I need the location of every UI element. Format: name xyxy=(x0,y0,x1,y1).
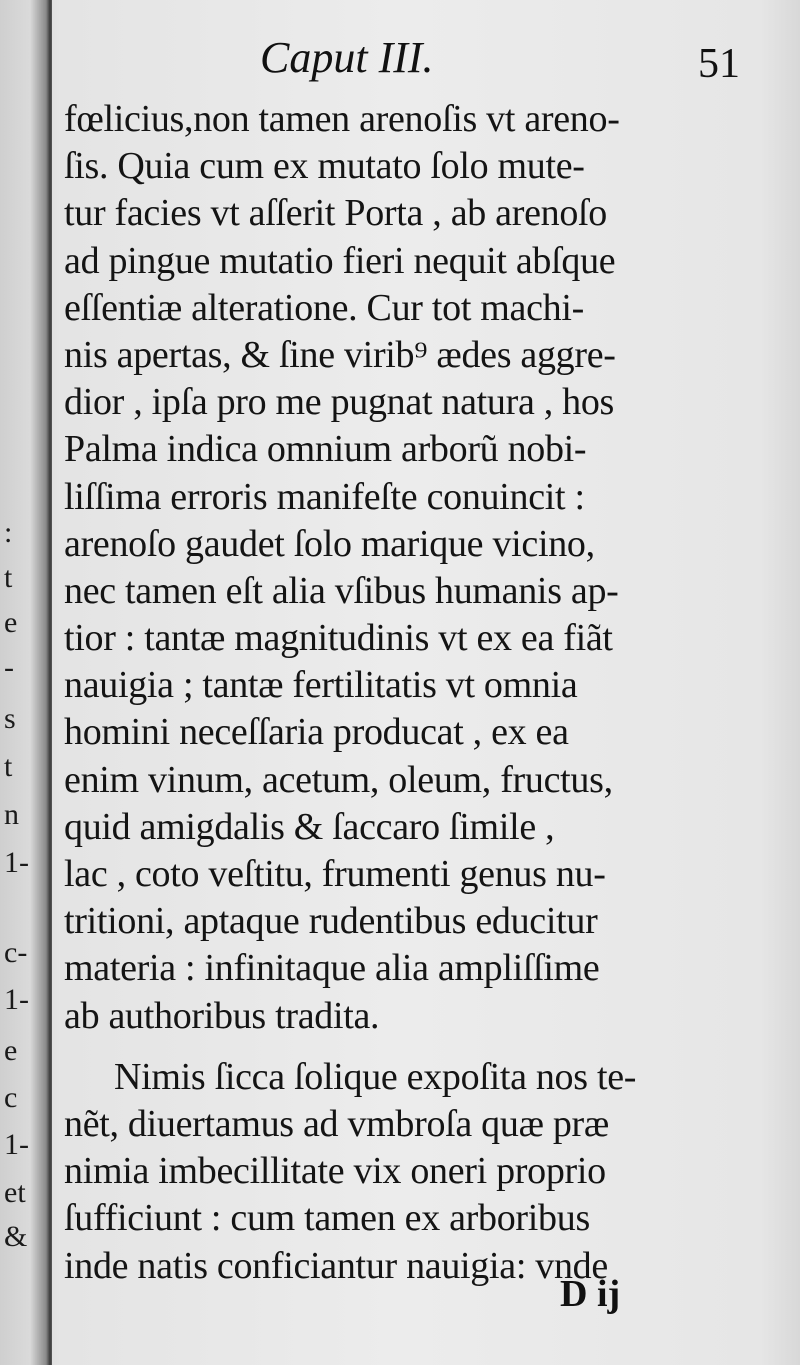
text-line: inde natis conficiantur nauigia: vnde xyxy=(64,1244,608,1287)
gutter-fragment: - xyxy=(4,651,14,684)
text-line: arenoſo gaudet ſolo marique vicino, xyxy=(64,522,595,565)
text-line: ſis. Quia cum ex mutato ſolo mute- xyxy=(64,145,585,188)
text-line: lac , coto veſtitu, frumenti genus nu- xyxy=(64,853,606,895)
paragraph-first-line: Nimis ſicca ſolique expoſita nos te- xyxy=(114,1055,637,1098)
text-line: materia : infinitaque alia ampliſſime xyxy=(64,947,600,990)
text-line: Palma indica omnium arborũ nobi- xyxy=(64,428,587,471)
gutter-fragment: e xyxy=(4,606,18,639)
text-line: enim vinum, acetum, oleum, fructus, xyxy=(64,758,613,801)
facing-page-gutter xyxy=(0,0,52,1365)
gutter-fragment: : xyxy=(4,516,13,549)
text-line: dior , ipſa pro me pugnat natura , hos xyxy=(64,381,615,424)
text-line: tior : tantæ magnitudinis vt ex ea fiãt xyxy=(64,617,613,660)
signature-mark: D ij xyxy=(560,1273,621,1315)
text-line: liſſima erroris manifeſte conuincit : xyxy=(64,475,585,518)
gutter-fragment: c xyxy=(4,1081,18,1114)
text-line: ad pingue mutatio fieri nequit abſque xyxy=(64,239,616,282)
gutter-fragment: 1- xyxy=(4,983,29,1016)
text-line: nẽt, diuertamus ad vmbroſa quæ præ xyxy=(64,1102,609,1145)
text-line: nis apertas, & ſine virib⁹ ædes aggre- xyxy=(64,333,616,376)
text-line: tritioni, aptaque rudentibus educitur xyxy=(64,900,598,943)
gutter-fragment: n xyxy=(4,798,19,831)
gutter-fragment: 1- xyxy=(4,846,29,879)
text-line: nauigia ; tantæ fertilitatis vt omnia xyxy=(64,664,578,707)
text-line: nimia imbecillitate vix oneri proprio xyxy=(64,1150,606,1193)
gutter-fragment: et xyxy=(4,1176,26,1209)
text-line: ab authoribus tradita. xyxy=(64,994,380,1037)
text-line: tur facies vt aſſerit Porta , ab arenoſo xyxy=(64,192,608,235)
text-line: nec tamen eſt alia vſibus humanis ap- xyxy=(64,569,619,612)
text-line: homini neceſſaria producat , ex ea xyxy=(64,711,569,754)
gutter-fragment: & xyxy=(4,1220,28,1253)
text-line: quid amigdalis & ſaccaro ſimile , xyxy=(64,805,555,848)
gutter-fragment: s xyxy=(4,702,16,735)
text-line: ſufficiunt : cum tamen ex arboribus xyxy=(64,1197,590,1240)
gutter-fragment: t xyxy=(4,750,13,783)
text-line: fœlicius,non tamen arenoſis vt areno- xyxy=(64,98,620,140)
gutter-fragment: t xyxy=(4,561,13,594)
running-title: Caput III. xyxy=(260,33,434,82)
page-header xyxy=(60,32,740,92)
text-line: eſſentiæ alteratione. Cur tot machi- xyxy=(64,286,584,329)
gutter-fragment: 1- xyxy=(4,1128,29,1161)
body-text xyxy=(64,96,754,1290)
page-number: 51 xyxy=(698,41,740,87)
gutter-fragment: c- xyxy=(4,936,28,969)
gutter-fragment: e xyxy=(4,1034,18,1067)
